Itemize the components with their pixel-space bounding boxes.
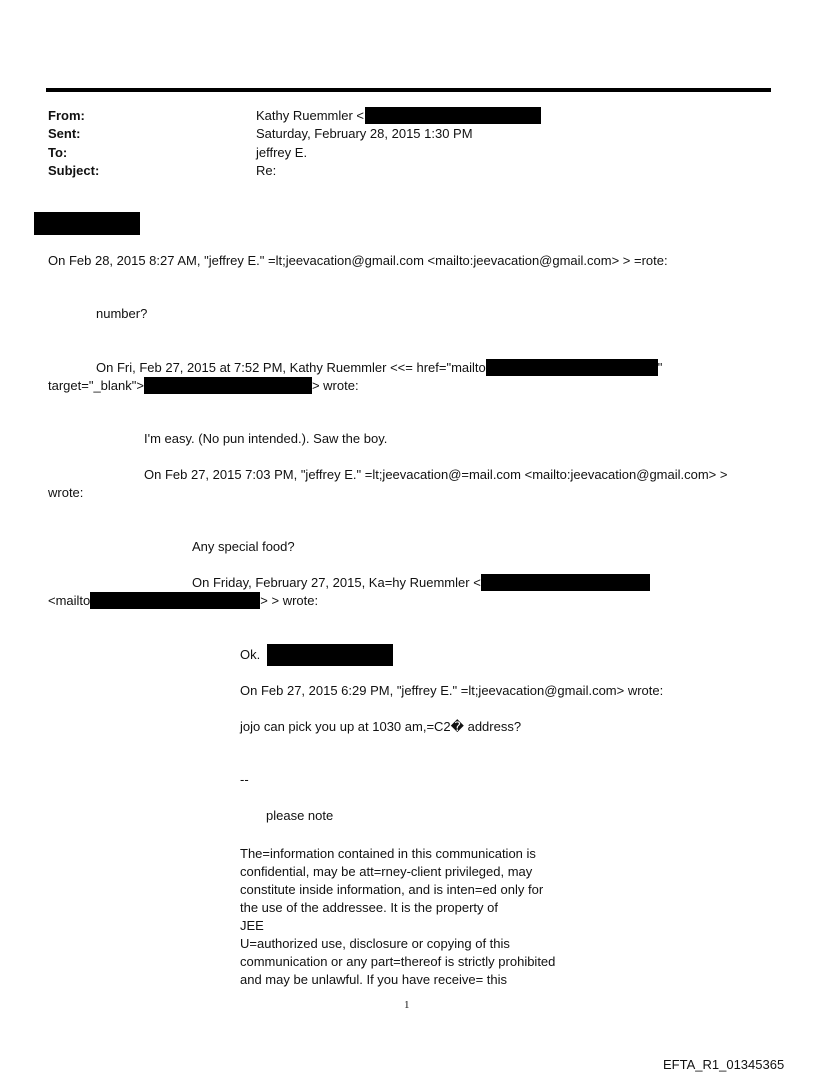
quote-line-4-cont: [48, 592, 318, 610]
redaction-bar: [481, 574, 650, 591]
quote-line-4-wrote: > > wrote:: [260, 593, 319, 608]
quote-line-2-cont: [48, 377, 359, 395]
signature-separator: --: [240, 772, 249, 787]
subject-value: Re:: [256, 163, 277, 178]
quote-line-1: On Feb 28, 2015 8:27 AM, "jeffrey E." =lt;jeevacation@gmail.com <mailto:jeevacation@gmail.com> > =rote:: [48, 253, 668, 268]
message-easy: I'm easy. (No pun intended.). Saw the boy.: [144, 431, 388, 446]
message-food: Any special food?: [192, 539, 295, 554]
quote-line-4-text: On Friday, February 27, 2015, Ka=hy Ruemmler <: [192, 575, 481, 590]
redaction-bar: [267, 644, 393, 666]
confidentiality-disclaimer: [240, 845, 585, 989]
message-number: number?: [96, 306, 148, 321]
redaction-bar: [34, 212, 140, 235]
disclaimer-line: confidential, may be att=rney-client privileged, may: [240, 864, 533, 879]
subject-label: Subject:: [48, 163, 100, 178]
quote-line-2-target: target="_blank">: [48, 378, 144, 393]
quote-line-4-mailto: <mailto: [48, 593, 91, 608]
disclaimer-line: the use of the addressee. It is the property of: [240, 900, 498, 915]
disclaimer-line: JEE: [240, 918, 264, 933]
to-label: To:: [48, 145, 68, 160]
from-name: Kathy Ruemmler <: [256, 108, 365, 123]
to-value: jeffrey E.: [256, 145, 308, 160]
message-jojo: jojo can pick you up at 1030 am,=C2� address?: [240, 719, 522, 734]
from-value: [256, 107, 541, 125]
redaction-bar: [486, 359, 658, 376]
quote-line-3-cont: wrote:: [48, 485, 84, 500]
quote-line-3: On Feb 27, 2015 7:03 PM, "jeffrey E." =lt;jeevacation@=mail.com <mailto:jeevacation@gmail.com> >: [144, 467, 728, 482]
page-number: 1: [404, 999, 410, 1011]
quote-line-2-text: On Fri, Feb 27, 2015 at 7:52 PM, Kathy Ruemmler <<= href="mailto: [96, 360, 486, 375]
redaction-bar: [90, 592, 260, 609]
bates-number: EFTA_R1_01345365: [663, 1057, 785, 1072]
quote-line-2-wrote: > wrote:: [311, 378, 359, 393]
header-rule: [46, 88, 771, 92]
disclaimer-line: and may be unlawful. If you have receive= this: [240, 972, 508, 987]
redaction-bar: [144, 377, 312, 394]
quote-line-2: [96, 359, 662, 377]
sent-label: Sent:: [48, 126, 81, 141]
please-note: please note: [266, 808, 334, 823]
sent-value: Saturday, February 28, 2015 1:30 PM: [256, 126, 473, 141]
disclaimer-line: The=information contained in this communication is: [240, 846, 536, 861]
disclaimer-line: U=authorized use, disclosure or copying of this: [240, 936, 510, 951]
message-ok: Ok.: [240, 647, 261, 662]
disclaimer-line: communication or any part=thereof is strictly prohibited: [240, 954, 556, 969]
quote-line-5: On Feb 27, 2015 6:29 PM, "jeffrey E." =lt;jeevacation@gmail.com> wrote:: [240, 683, 664, 698]
quote-line-4: [192, 574, 650, 592]
from-label: From:: [48, 108, 85, 123]
redaction-bar: [365, 107, 541, 124]
disclaimer-line: constitute inside information, and is inten=ed only for: [240, 882, 544, 897]
quote-line-2-end: ": [657, 360, 663, 375]
